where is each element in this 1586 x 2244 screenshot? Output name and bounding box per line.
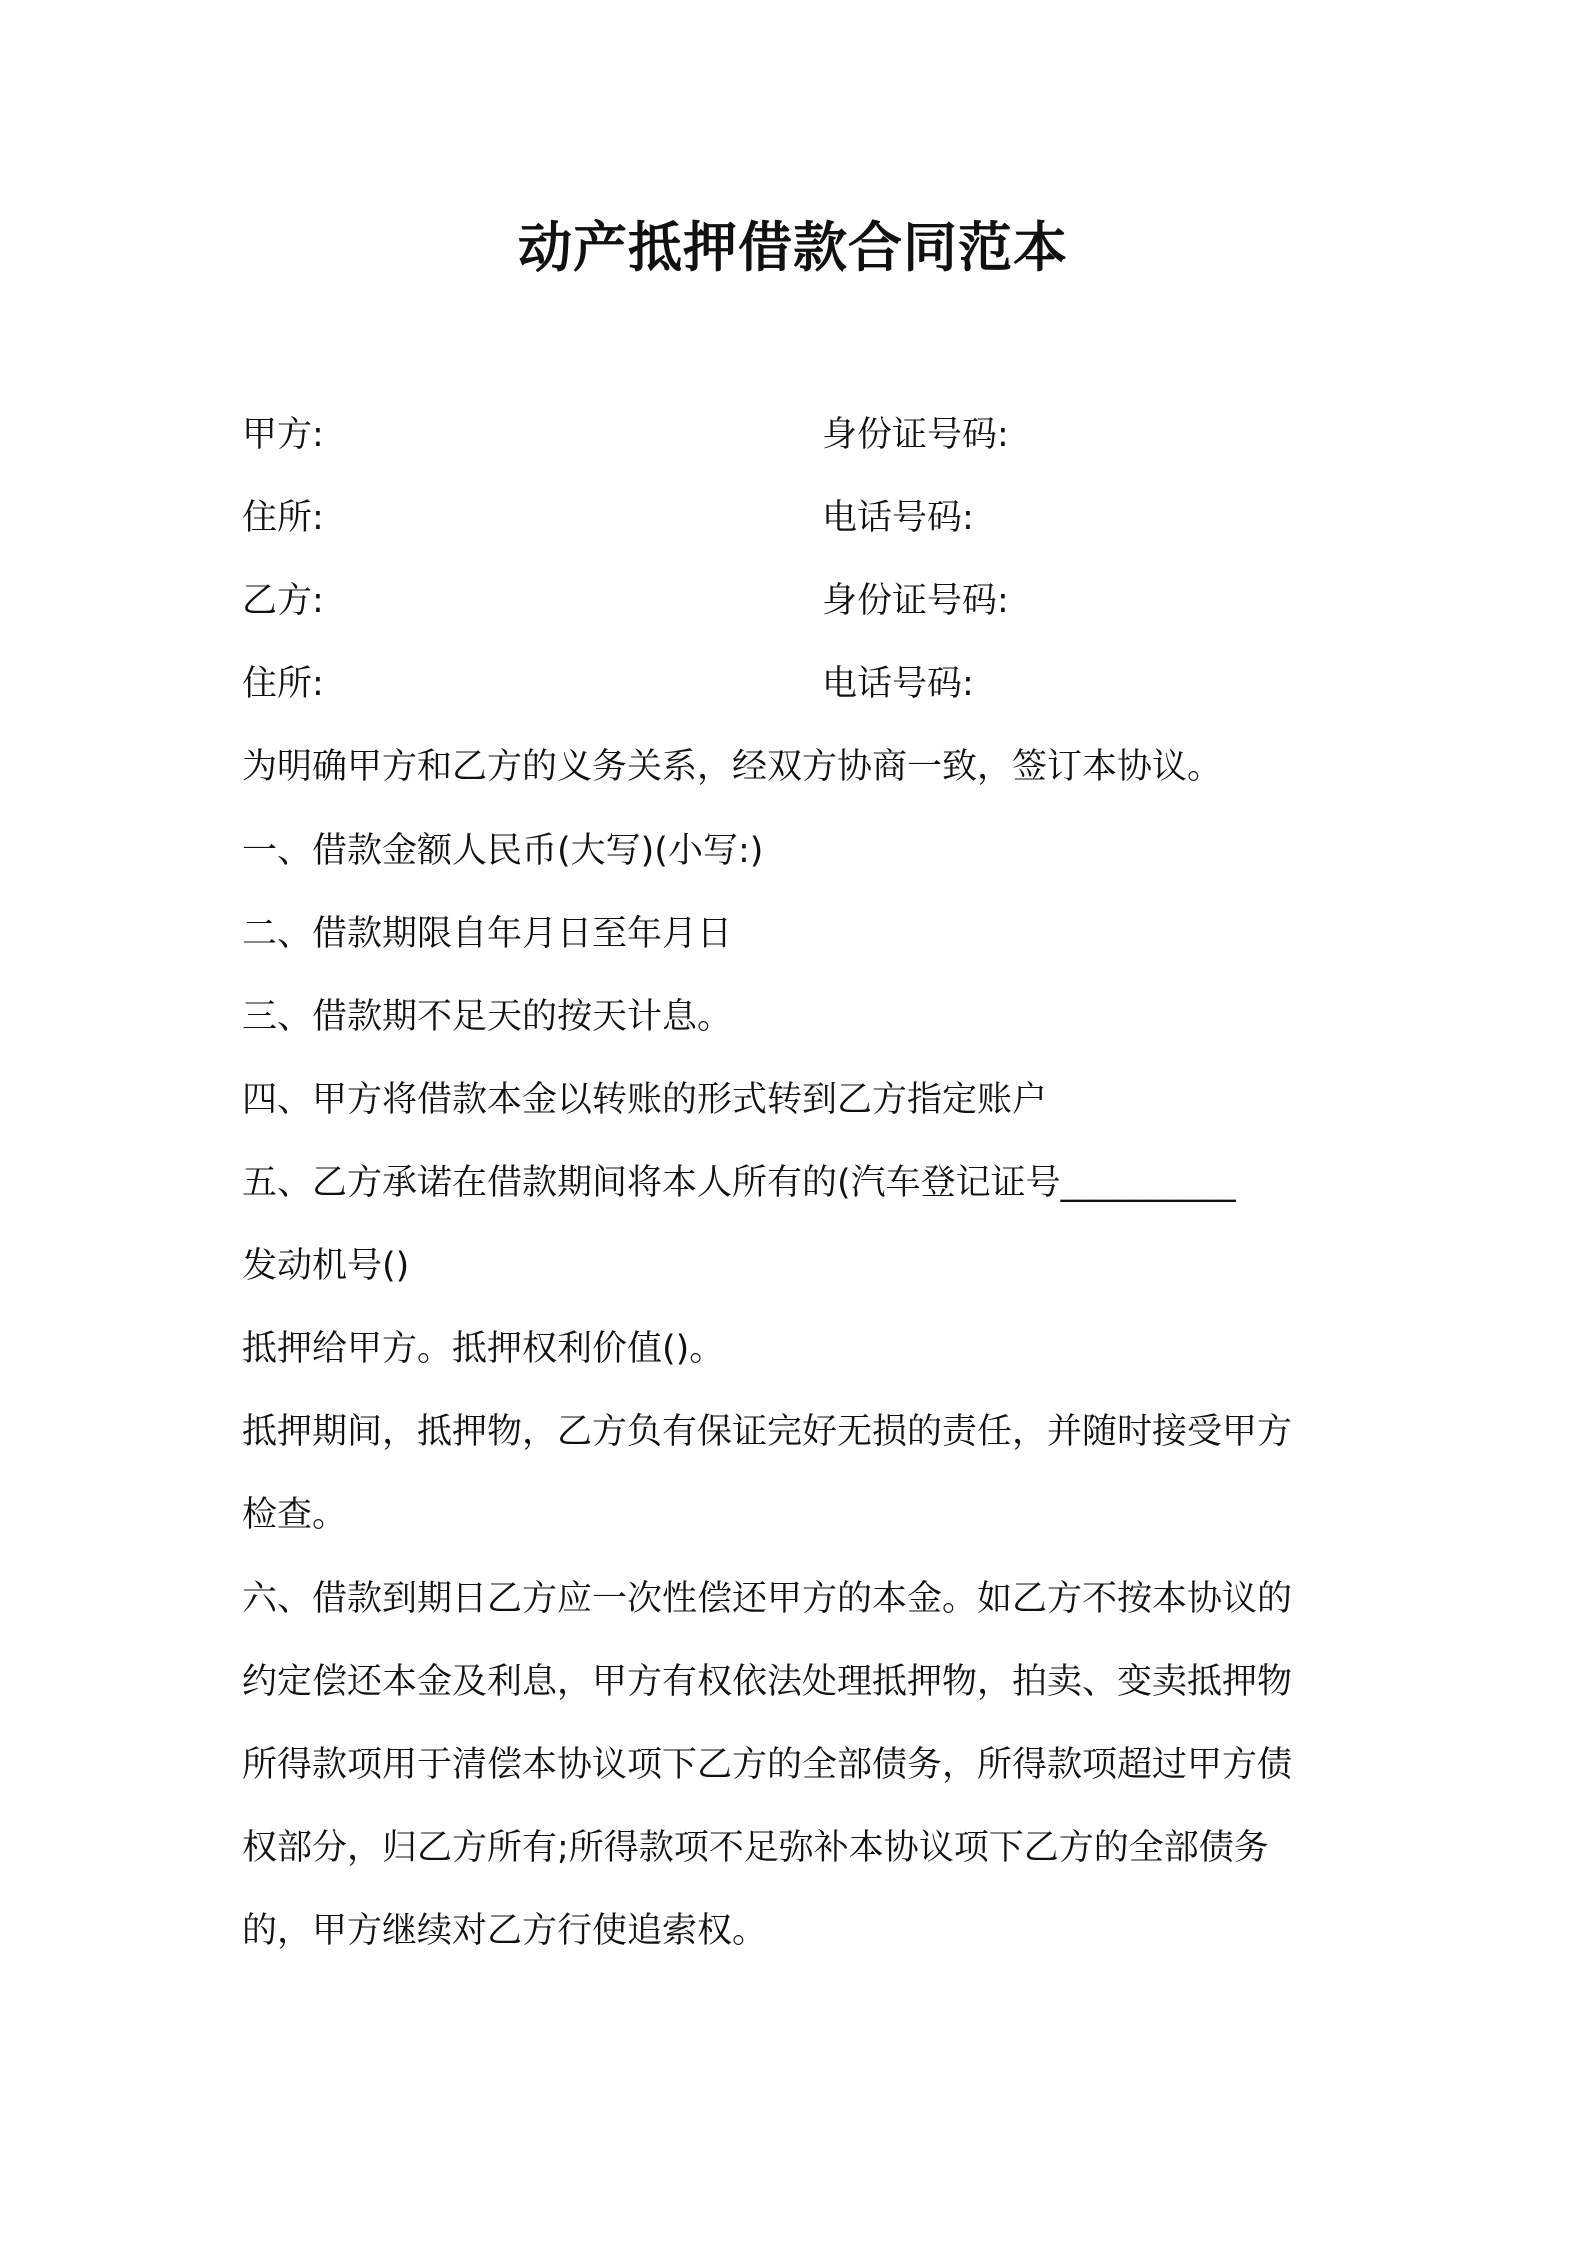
party-row bbox=[242, 493, 1342, 543]
document-title: 动产抵押借款合同范本 bbox=[518, 216, 1068, 279]
party-row bbox=[242, 576, 1342, 626]
party-a-address-label: 住所: bbox=[242, 498, 324, 538]
clause-3-line: 三、借款期不足天的按天计息。 bbox=[242, 997, 733, 1037]
clause-1-line: 一、借款金额人民币(大写)(小写:) bbox=[242, 831, 764, 871]
clause-6-line: 权部分，归乙方所有;所得款项不足弥补本协议项下乙方的全部债务 bbox=[242, 1828, 1269, 1868]
clause-6-line: 的，甲方继续对乙方行使追索权。 bbox=[242, 1911, 768, 1951]
clause-6-line: 所得款项用于清偿本协议项下乙方的全部债务，所得款项超过甲方债 bbox=[242, 1745, 1293, 1785]
party-row bbox=[242, 659, 1342, 709]
clause-5-line: 五、乙方承诺在借款期间将本人所有的(汽车登记证号__________ bbox=[242, 1163, 1236, 1203]
clause-2-line: 二、借款期限自年月日至年月日 bbox=[242, 914, 733, 954]
party-b-id-label: 身份证号码: bbox=[822, 581, 1009, 621]
clause-6-line: 约定偿还本金及利息，甲方有权依法处理抵押物，拍卖、变卖抵押物 bbox=[242, 1662, 1293, 1702]
party-b-phone-label: 电话号码: bbox=[822, 664, 974, 704]
clause-5-line: 抵押给甲方。抵押权利价值()。 bbox=[242, 1329, 725, 1369]
party-a-label: 甲方: bbox=[242, 415, 324, 455]
preamble-line: 为明确甲方和乙方的义务关系，经双方协商一致，签订本协议。 bbox=[242, 747, 1223, 787]
clause-4-line: 四、甲方将借款本金以转账的形式转到乙方指定账户 bbox=[242, 1080, 1048, 1120]
clause-5-line: 抵押期间，抵押物，乙方负有保证完好无损的责任，并随时接受甲方 bbox=[242, 1412, 1293, 1452]
party-row bbox=[242, 410, 1342, 460]
party-a-id-label: 身份证号码: bbox=[822, 415, 1009, 455]
party-b-label: 乙方: bbox=[242, 581, 324, 621]
clause-5-line: 检查。 bbox=[242, 1495, 348, 1535]
party-b-address-label: 住所: bbox=[242, 664, 324, 704]
clause-6-line: 六、借款到期日乙方应一次性偿还甲方的本金。如乙方不按本协议的 bbox=[242, 1579, 1293, 1619]
party-a-phone-label: 电话号码: bbox=[822, 498, 974, 538]
clause-5-line: 发动机号() bbox=[242, 1246, 410, 1286]
